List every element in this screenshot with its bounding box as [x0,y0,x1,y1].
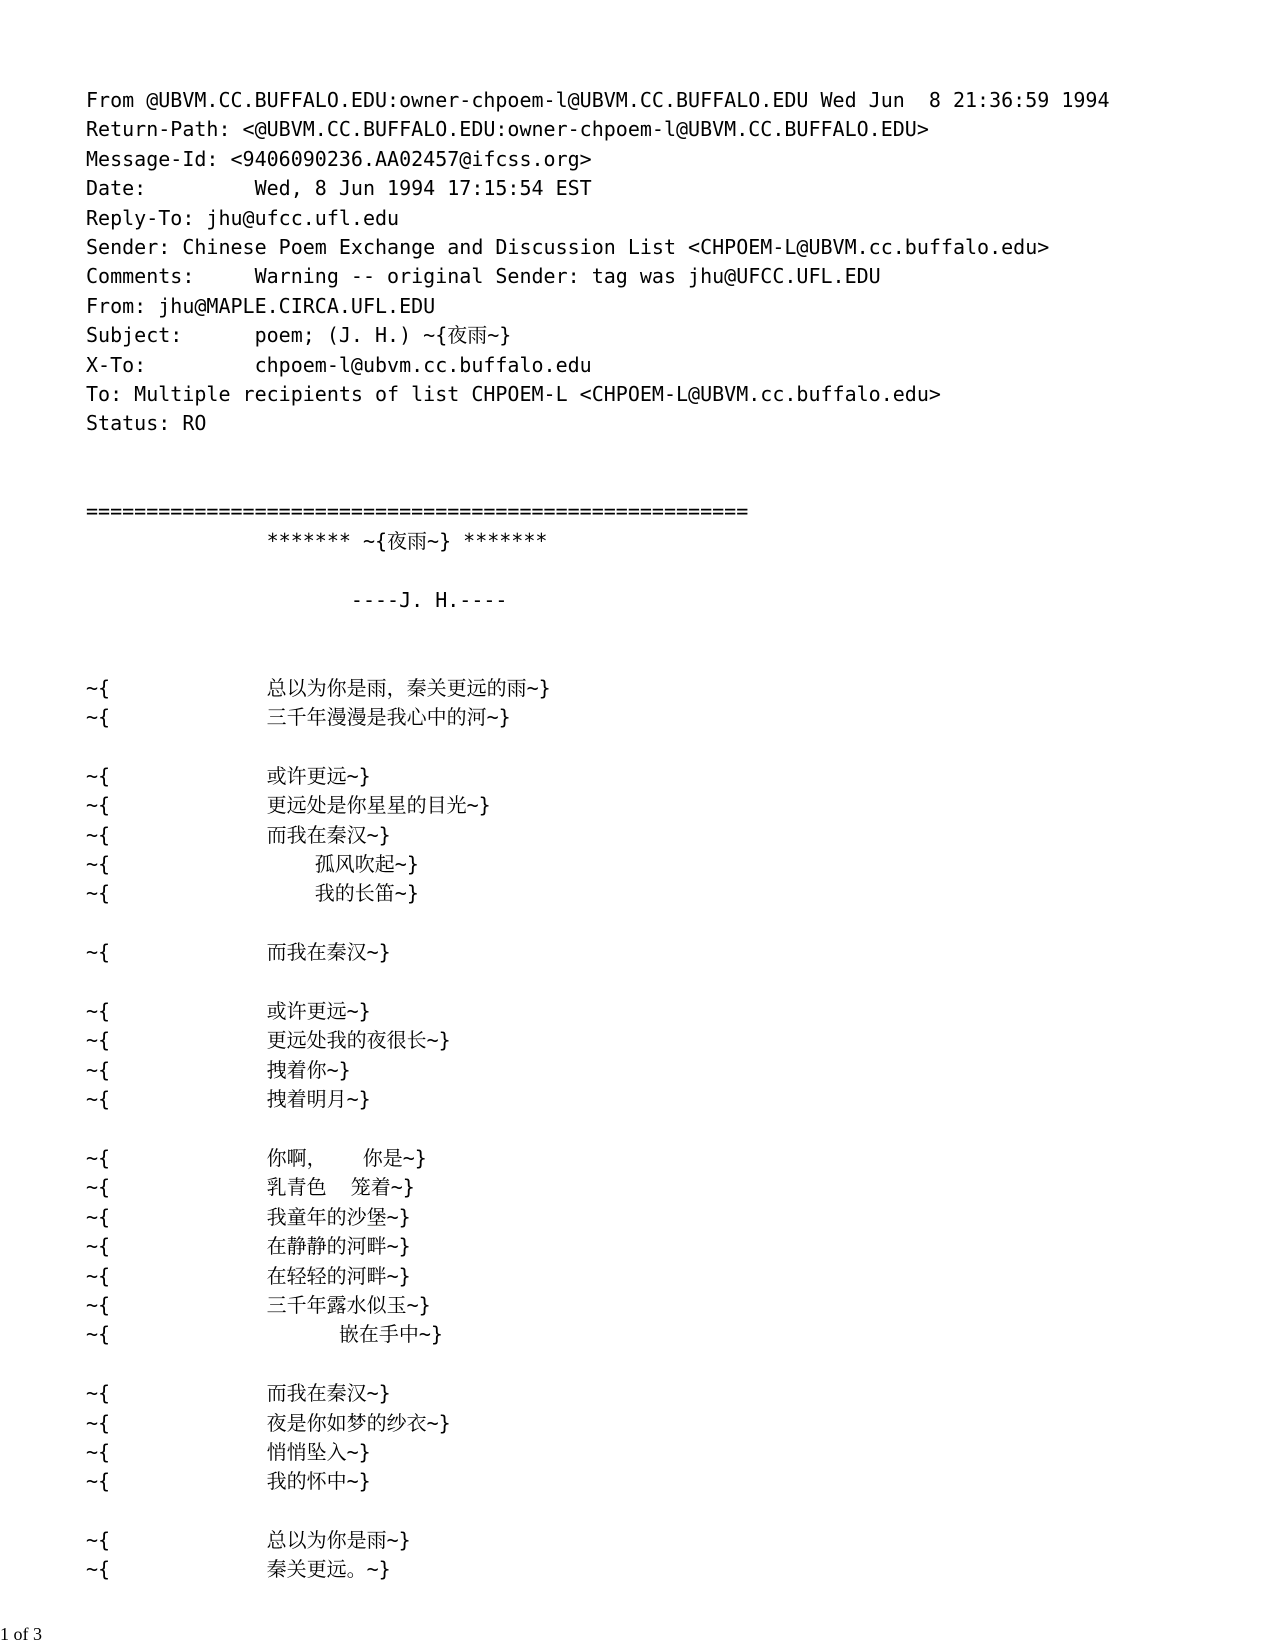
poem-line [86,1497,748,1526]
poem-line: ~{ 我的怀中~} [86,1469,371,1494]
poem-line: ~{ 悄悄坠入~} [86,1439,371,1464]
email-headers [86,86,1110,439]
header-line: Reply-To: jhu@ufcc.ufl.edu [86,205,400,230]
poem-line [86,644,748,673]
poem-line: ~{ 秦关更远。~} [86,1557,391,1582]
poem-line: ******* ~{夜雨~} ******* [86,528,548,553]
poem-line [86,1350,748,1379]
poem-line: ----J. H.---- [86,587,508,612]
poem-line [86,468,748,497]
poem-line: ~{ 我童年的沙堡~} [86,1204,411,1229]
poem-line: ~{ 总以为你是雨~} [86,1528,411,1553]
poem-body [86,468,748,1585]
poem-line: ~{ 乳青色 笼着~} [86,1175,415,1200]
header-line: From @UBVM.CC.BUFFALO.EDU:owner-chpoem-l@UBVM.CC.BUFFALO.EDU Wed Jun 8 21:36:59 1994 [86,88,1110,112]
header-line: Sender: Chinese Poem Exchange and Discussion List <CHPOEM-L@UBVM.cc.buffalo.edu> [86,234,1050,259]
header-line: X-To: chpoem-l@ubvm.cc.buffalo.edu [86,352,592,377]
poem-line [86,556,748,585]
page-indicator: 1 of 3 [0,1624,42,1644]
poem-line: ======================================================= [86,499,749,524]
poem-line: ~{ 你啊， 你是~} [86,1145,427,1170]
header-line: Status: RO [86,411,207,436]
poem-line: ~{ 拽着明月~} [86,1087,371,1112]
header-line: Message-Id: <9406090236.AA02457@ifcss.org> [86,146,592,171]
poem-line: ~{ 而我在秦汉~} [86,1381,391,1406]
poem-line: ~{ 我的长笛~} [86,881,419,906]
header-line: Comments: Warning -- original Sender: tag was jhu@UFCC.UFL.EDU [86,264,881,289]
poem-line [86,1115,748,1144]
poem-line: ~{ 孤风吹起~} [86,852,419,877]
poem-line: ~{ 在轻轻的河畔~} [86,1263,411,1288]
poem-line: ~{ 而我在秦汉~} [86,822,391,847]
poem-line: ~{ 三千年漫漫是我心中的河~} [86,705,511,730]
poem-line: ~{ 或许更远~} [86,999,371,1024]
poem-line: ~{ 夜是你如梦的纱衣~} [86,1410,451,1435]
poem-line: ~{ 更远处是你星星的目光~} [86,793,491,818]
poem-line [86,733,748,762]
header-line: Return-Path: <@UBVM.CC.BUFFALO.EDU:owner-chpoem-l@UBVM.CC.BUFFALO.EDU> [86,117,929,142]
header-line: From: jhu@MAPLE.CIRCA.UFL.EDU [86,293,436,318]
poem-line: ~{ 嵌在手中~} [86,1322,443,1347]
poem-line: ~{ 三千年露水似玉~} [86,1292,431,1317]
header-line: Date: Wed, 8 Jun 1994 17:15:54 EST [86,176,592,201]
poem-line: ~{ 或许更远~} [86,763,371,788]
poem-line: ~{ 总以为你是雨，秦关更远的雨~} [86,675,551,700]
poem-line: ~{ 拽着你~} [86,1057,351,1082]
header-line: Subject: poem; (J. H.) ~{夜雨~} [86,323,512,348]
header-line: To: Multiple recipients of list CHPOEM-L <CHPOEM-L@UBVM.cc.buffalo.edu> [86,381,941,406]
poem-line [86,968,748,997]
poem-line: ~{ 更远处我的夜很长~} [86,1028,451,1053]
poem-line [86,909,748,938]
poem-line: ~{ 而我在秦汉~} [86,940,391,965]
poem-line [86,615,748,644]
poem-line: ~{ 在静静的河畔~} [86,1234,411,1259]
